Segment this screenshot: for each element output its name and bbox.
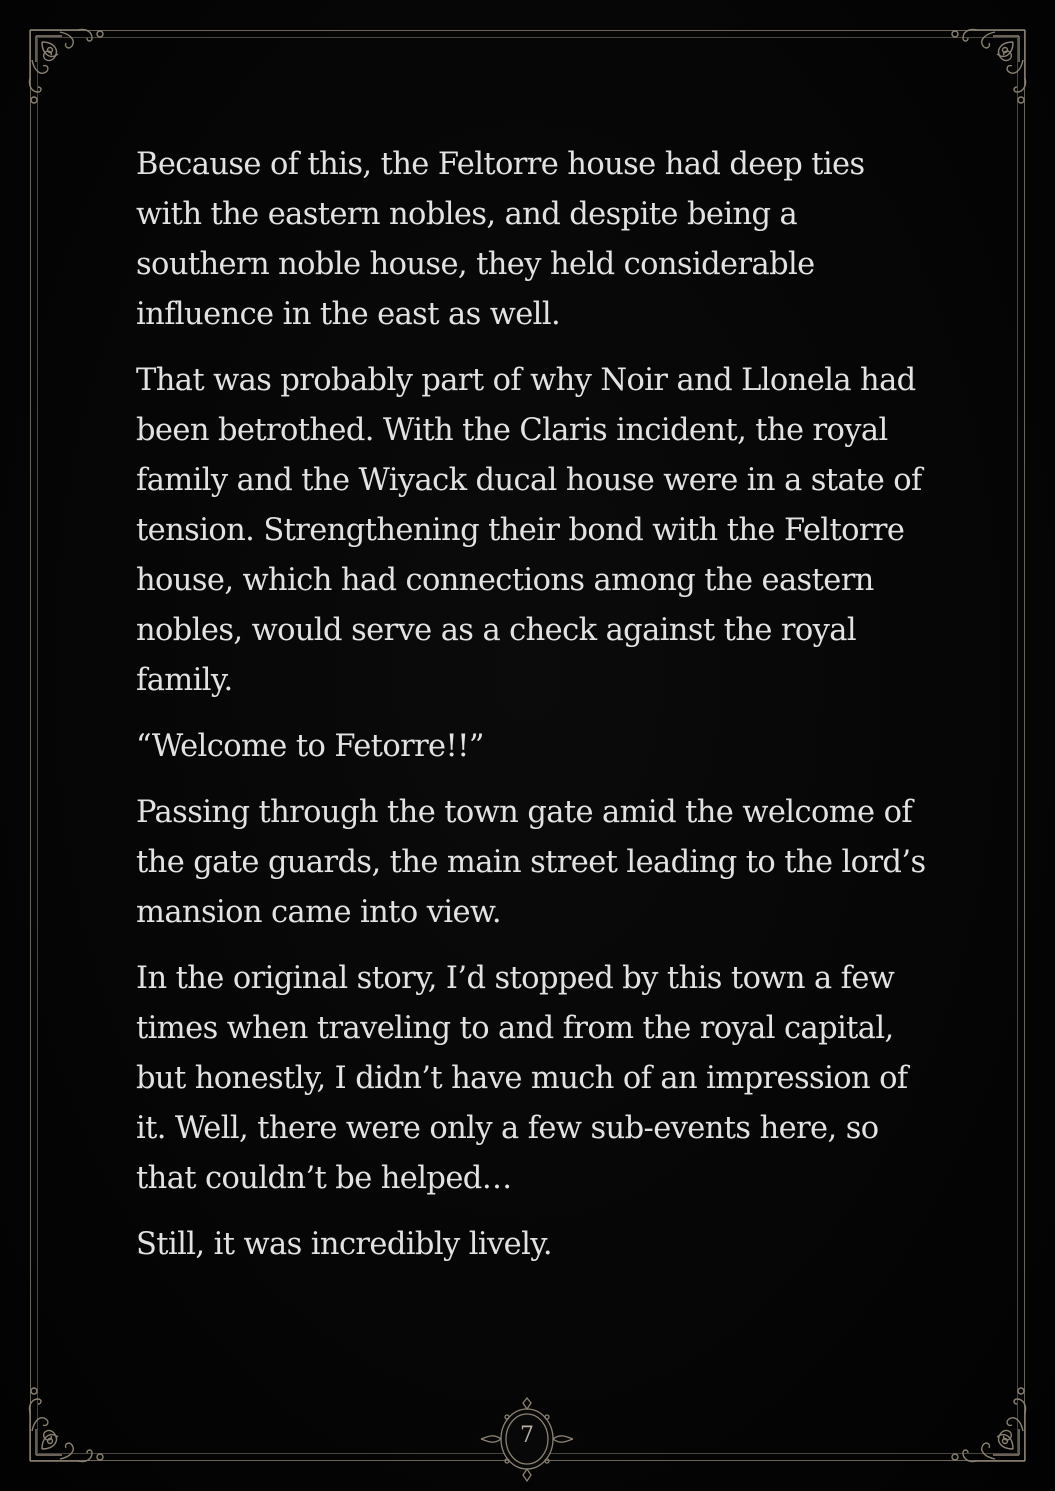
page-number-badge xyxy=(477,1395,577,1485)
corner-flourish-icon xyxy=(945,1381,1035,1471)
paragraph: Because of this, the Feltorre house had deep ties with the eastern nobles, and despite being a southern noble house, they held considerable influence in the east as well. xyxy=(136,147,865,332)
dialogue-paragraph: “Welcome to Fetorre!!” xyxy=(136,729,484,764)
page-number: 7 xyxy=(520,1423,534,1448)
paragraph: In the original story, I’d stopped by this town a few times when traveling to and from the royal capital, but honestly, I didn’t have much of an impression of it. Well, there were only a few sub-events here, so that couldn’t be helped… xyxy=(136,961,908,1196)
corner-flourish-icon xyxy=(20,1381,110,1471)
paragraph: Passing through the town gate amid the welcome of the gate guards, the main street leading to the lord’s mansion came into view. xyxy=(136,795,926,930)
body-text xyxy=(136,140,936,1286)
corner-flourish-icon xyxy=(945,20,1035,110)
paragraph: Still, it was incredibly lively. xyxy=(136,1227,552,1262)
corner-flourish-icon xyxy=(20,20,110,110)
paragraph: That was probably part of why Noir and Llonela had been betrothed. With the Claris incident, the royal family and the Wiyack ducal house were in a state of tension. Strengthening their bond with the Feltorre house, which had connections among the eastern nobles, would serve as a check against the royal family. xyxy=(136,363,922,698)
